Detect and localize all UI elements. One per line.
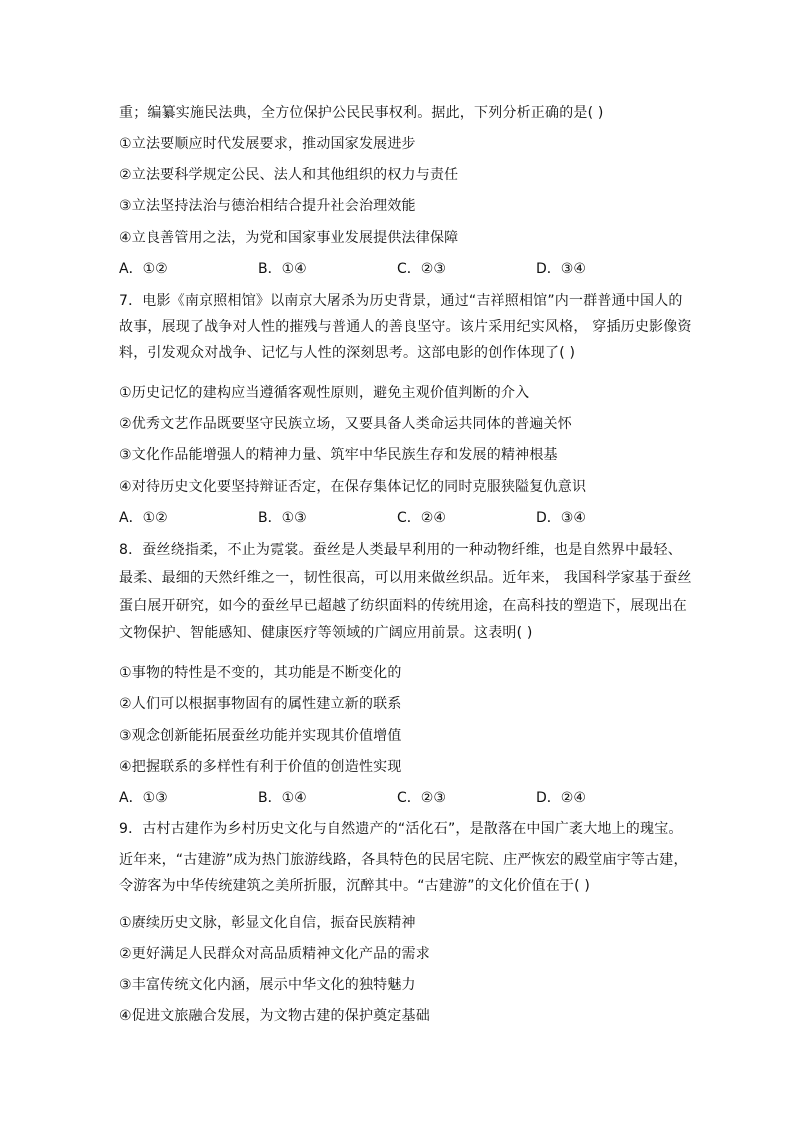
q6-option-c[interactable]: C．②③ [397,261,446,277]
q8-option-c[interactable]: C．②③ [397,790,446,806]
q8-option-a[interactable]: A．①③ [119,790,168,806]
q6-option-d[interactable]: D．③④ [536,261,586,277]
q6-stem-tail: 重；编纂实施民法典，全方位保护公民民事权利。据此，下列分析正确的是( ) [119,105,604,121]
q9-stem-line-2: 近年来，“古建游”成为热门旅游线路，各具特色的民居宅院、庄严恢宏的殿堂庙宇等古建， [119,852,688,868]
q6-item-4: ④立良善管用之法，为党和国家事业发展提供法律保障 [119,230,459,246]
q7-option-b[interactable]: B．①③ [258,510,307,526]
q7-stem-line-3: 料，引发观众对战争、记忆与人性的深刻思考。这部电影的创作体现了( ) [119,345,576,361]
q9-item-2: ②更好满足人民群众对高品质精神文化产品的需求 [119,946,430,962]
q8-item-2: ②人们可以根据事物固有的属性建立新的联系 [119,696,402,712]
q8-item-4: ④把握联系的多样性有利于价值的创造性实现 [119,759,402,775]
q9-stem-line-1: 9．古村古建作为乡村历史文化与自然遗产的“活化石”，是散落在中国广袤大地上的瑰宝。 [119,821,683,837]
q8-stem-line-2: 最柔、最细的天然纤维之一，韧性很高，可以用来做丝织品。近年来， 我国科学家基于蚕丝 [119,570,692,586]
q7-stem-line-2: 故事，展现了战争对人性的摧残与普通人的善良坚守。该片采用纪实风格， 穿插历史影像资 [119,319,692,335]
q9-item-1: ①赓续历史文脉，彰显文化自信，振奋民族精神 [119,915,416,931]
q9-item-3: ③丰富传统文化内涵，展示中华文化的独特魅力 [119,977,416,993]
q7-option-c[interactable]: C．②④ [397,510,446,526]
q8-stem-line-1: 8．蚕丝绕指柔，不止为霓裳。蚕丝是人类最早利用的一种动物纤维，也是自然界中最轻、 [119,542,682,558]
q6-item-3: ③立法坚持法治与德治相结合提升社会治理效能 [119,198,416,214]
q6-option-b[interactable]: B．①④ [258,261,307,277]
q7-option-d[interactable]: D．③④ [536,510,586,526]
q7-item-2: ②优秀文艺作品既要坚守民族立场，又要具备人类命运共同体的普遍关怀 [119,416,572,432]
q6-option-a[interactable]: A．①② [119,261,168,277]
q6-item-1: ①立法要顺应时代发展要求，推动国家发展进步 [119,136,416,152]
q8-item-3: ③观念创新能拓展蚕丝功能并实现其价值增值 [119,728,402,744]
q7-stem-line-1: 7．电影《南京照相馆》以南京大屠杀为历史背景，通过“吉祥照相馆”内一群普通中国人的 [119,293,683,309]
q8-stem-line-4: 文物保护、智能感知、健康医疗等领域的广阔应用前景。这表明( ) [119,625,533,641]
q8-stem-line-3: 蛋白展开研究，如今的蚕丝早已超越了纺织面料的传统用途，在高科技的塑造下，展现出在 [119,598,687,614]
q8-option-d[interactable]: D．②④ [536,790,586,806]
q7-option-a[interactable]: A．①② [119,510,168,526]
q7-item-4: ④对待历史文化要坚持辩证否定，在保存集体记忆的同时克服狭隘复仇意识 [119,479,587,495]
q8-item-1: ①事物的特性是不变的，其功能是不断变化的 [119,665,402,681]
q8-option-b[interactable]: B．①④ [258,790,307,806]
q9-stem-line-3: 令游客为中华传统建筑之美所折服，沉醉其中。“古建游”的文化价值在于( ) [119,878,591,894]
q7-item-3: ③文化作品能增强人的精神力量、筑牢中华民族生存和发展的精神根基 [119,447,558,463]
q6-item-2: ②立法要科学规定公民、法人和其他组织的权力与责任 [119,167,459,183]
q7-item-1: ①历史记忆的建构应当遵循客观性原则，避免主观价值判断的介入 [119,385,530,401]
q9-item-4: ④促进文旅融合发展，为文物古建的保护奠定基础 [119,1008,430,1024]
